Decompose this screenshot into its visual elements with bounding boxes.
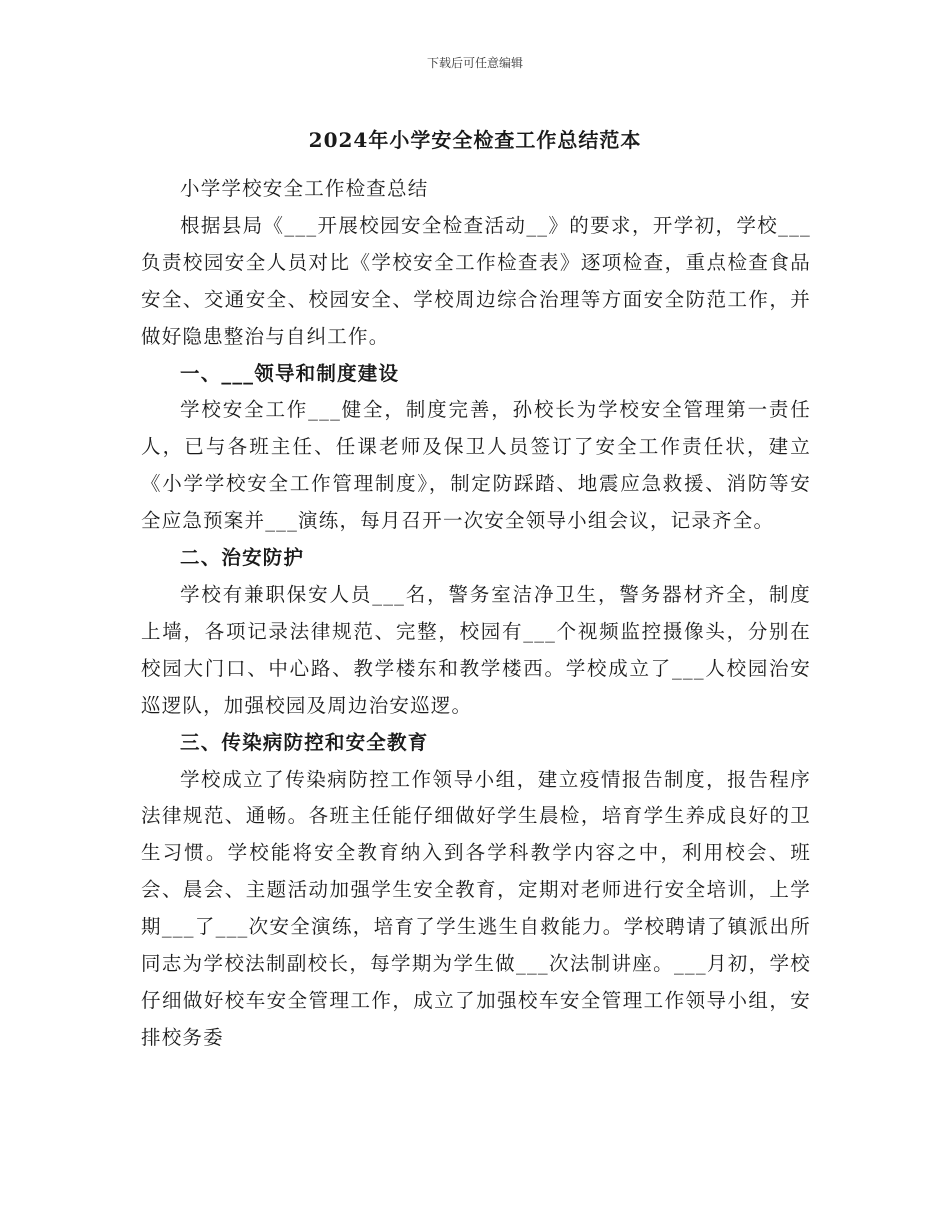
paragraph-section-3: 学校成立了传染病防控工作领导小组，建立疫情报告制度，报告程序法律规范、通畅。各班主任能仔细做好学生晨检，培育学生养成良好的卫生习惯。学校能将安全教育纳入到各学科教学内容之中，利用校会、班会、晨会、主题活动加强学生安全教育，定期对老师进行安全培训，上学期___了___次安全演练，培育了学生逃生自救能力。学校聘请了镇派出所同志为学校法制副校长，每学期为学生做___次法制讲座。___月初，学校仔细做好校车安全管理工作，成立了加强校车安全管理工作领导小组，安排校务委: [141, 767, 811, 1049]
paragraph-section-2: 学校有兼职保安人员___名，警务室洁净卫生，警务器材齐全，制度上墙，各项记录法律规范、完整，校园有___个视频监控摄像头，分别在校园大门口、中心路、教学楼东和教学楼西。学校成立了___人校园治安巡逻队，加强校园及周边治安巡逻。: [141, 582, 811, 717]
section-heading-1: 一、___领导和制度建设: [180, 361, 400, 385]
document-body: [141, 171, 811, 1057]
paragraph-subtitle: 小学学校安全工作检查总结: [180, 177, 429, 200]
header-note: 下载后可任意编辑: [426, 56, 523, 70]
section-heading-2: 二、治安防护: [180, 546, 305, 570]
paragraph-intro: 根据县局《___开展校园安全检查活动__》的要求，开学初，学校___负责校园安全人员对比《学校安全工作检查表》逐项检查，重点检查食品安全、交通安全、校园安全、学校周边综合治理等方面安全防范工作，并做好隐患整治与自纠工作。: [141, 213, 811, 348]
section-heading-3: 三、传染病防控和安全教育: [180, 730, 429, 754]
paragraph-section-1: 学校安全工作___健全，制度完善，孙校长为学校安全管理第一责任人，已与各班主任、任课老师及保卫人员签订了安全工作责任状，建立《小学学校安全工作管理制度》，制定防踩踏、地震应急救援、消防等安全应急预案并___演练，每月召开一次安全领导小组会议，记录齐全。: [141, 398, 811, 533]
document-title: 2024年小学安全检查工作总结范本: [308, 128, 642, 152]
